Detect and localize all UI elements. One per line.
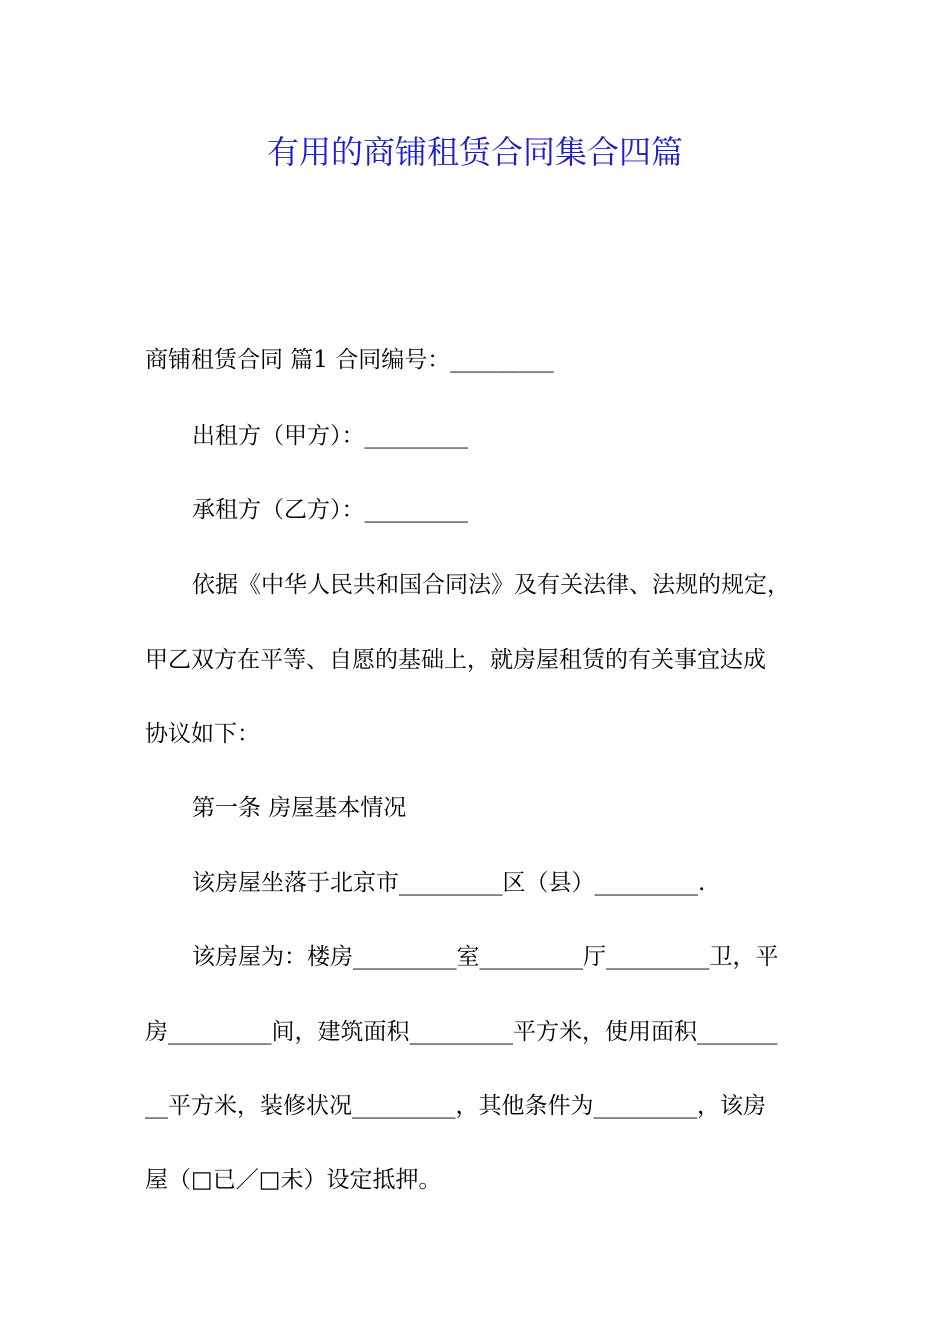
- preamble-line-3: 协议如下：: [145, 721, 260, 747]
- lessor-line: 出租方（甲方）：_________: [192, 423, 468, 449]
- preamble-line-2: 甲乙双方在平等、自愿的基础上，就房屋租赁的有关事宜达成: [145, 647, 766, 673]
- contract-heading-line: 商铺租赁合同 篇1 合同编号：_________: [145, 347, 554, 373]
- article-1-heading: 第一条 房屋基本情况: [192, 795, 407, 821]
- house-type-line-3: __平方米，装修状况_________，其他条件为_________，该房: [145, 1093, 766, 1119]
- preamble-line-1: 依据《中华人民共和国合同法》及有关法律、法规的规定，: [192, 572, 790, 598]
- document-title: 有用的商铺租赁合同集合四篇: [266, 133, 683, 171]
- house-type-line-2: 房_________间，建筑面积_________平方米，使用面积_______: [145, 1019, 778, 1045]
- mortgage-line: 屋（□已／□未）设定抵押。: [145, 1167, 442, 1193]
- lessee-line: 承租方（乙方）：_________: [192, 497, 468, 523]
- location-line: 该房屋坐落于北京市_________区（县）_________.: [192, 870, 706, 896]
- house-type-line-1: 该房屋为：楼房_________室_________厅_________卫，平: [192, 944, 779, 970]
